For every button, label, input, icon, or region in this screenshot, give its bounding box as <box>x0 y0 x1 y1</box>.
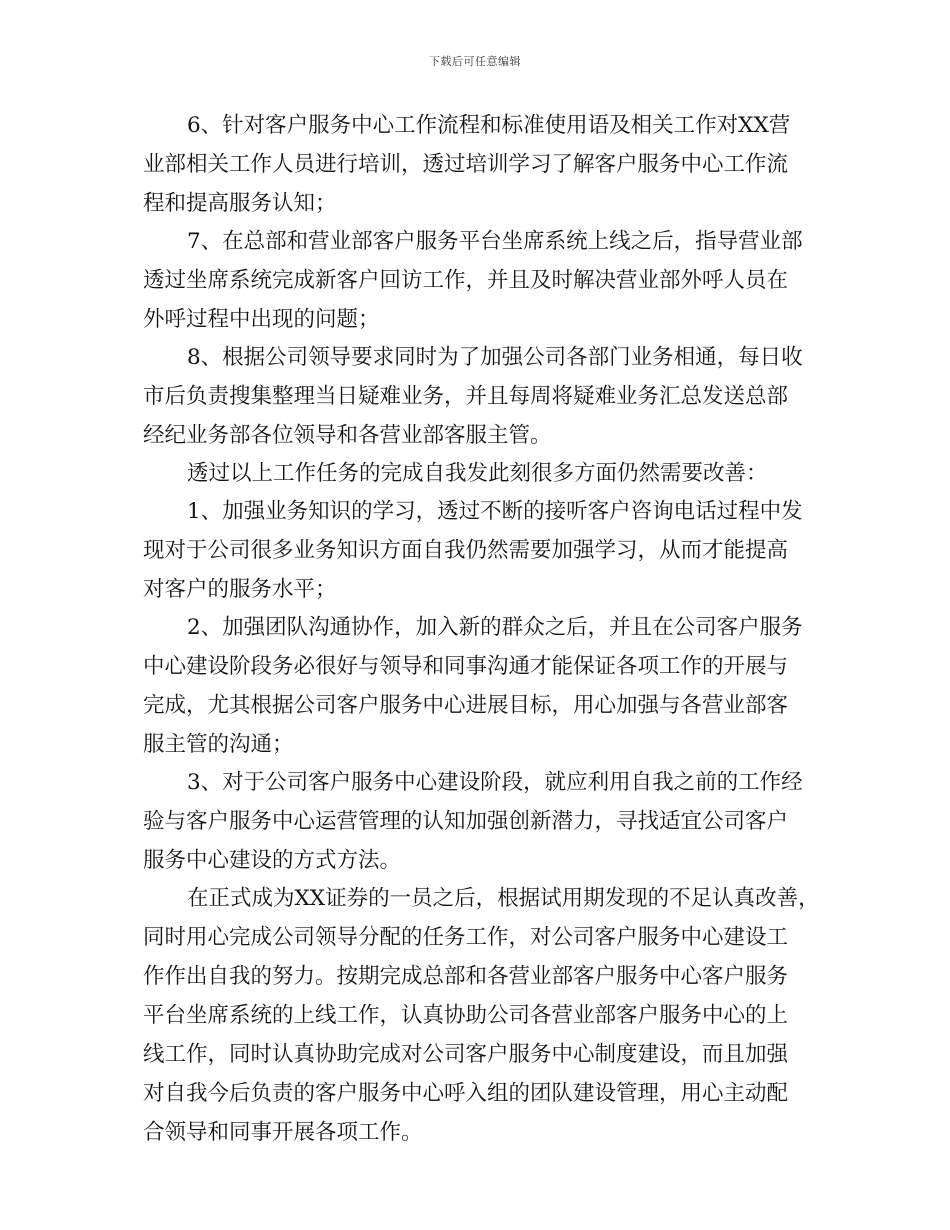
text-line: 在正式成为XX证券的一员之后，根据试用期发现的不足认真改善， <box>187 886 820 911</box>
paragraph-item-7 <box>143 226 823 336</box>
text-line: 对客户的服务水平； <box>143 577 337 602</box>
text-line: 中心建设阶段务必很好与领导和同事沟通才能保证各项工作的开展与 <box>143 654 789 679</box>
text-line: 6、针对客户服务中心工作流程和标准使用语及相关工作对XX营 <box>187 113 791 138</box>
text-line: 业部相关工作人员进行培训，透过培训学习了解客户服务中心工作流 <box>143 152 789 177</box>
text-line: 程和提高服务认知； <box>143 191 337 216</box>
text-line: 同时用心完成公司领导分配的任务工作，对公司客户服务中心建设工 <box>143 925 789 950</box>
text-line: 合领导和同事开展各项工作。 <box>143 1120 423 1145</box>
text-line: 验与客户服务中心运营管理的认知加强创新潜力，寻找适宜公司客户 <box>143 809 789 834</box>
text-line: 完成，尤其根据公司客户服务中心进展目标，用心加强与各营业部客 <box>143 693 789 718</box>
paragraph-item-6 <box>143 110 823 220</box>
text-line: 对自我今后负责的客户服务中心呼入组的团队建设管理，用心主动配 <box>143 1081 789 1106</box>
text-line: 1、加强业务知识的学习，透过不断的接听客户咨询电话过程中发 <box>187 499 803 524</box>
paragraph-improvement-2 <box>143 612 823 761</box>
document-body <box>143 110 823 1155</box>
paragraph-improvement-1 <box>143 496 823 606</box>
paragraph-improvement-3 <box>143 767 823 877</box>
text-line: 透过坐席系统完成新客户回访工作，并且及时解决营业部外呼人员在 <box>143 268 789 293</box>
paragraph-conclusion <box>143 883 823 1149</box>
text-line: 现对于公司很多业务知识方面自我仍然需要加强学习，从而才能提高 <box>143 538 789 563</box>
text-line: 服务中心建设的方式方法。 <box>143 848 402 873</box>
text-line: 作作出自我的努力。按期完成总部和各营业部客户服务中心客户服务 <box>143 964 789 989</box>
text-line: 外呼过程中出现的问题； <box>143 307 380 332</box>
text-line: 3、对于公司客户服务中心建设阶段，就应利用自我之前的工作经 <box>187 770 803 795</box>
paragraph-item-8 <box>143 342 823 452</box>
text-line: 7、在总部和营业部客户服务平台坐席系统上线之后，指导营业部 <box>187 229 803 254</box>
text-line: 平台坐席系统的上线工作，认真协助公司各营业部客户服务中心的上 <box>143 1003 789 1028</box>
text-line: 服主管的沟通； <box>143 732 294 757</box>
text-line: 2、加强团队沟通协作，加入新的群众之后，并且在公司客户服务 <box>187 615 803 640</box>
text-line: 线工作，同时认真协助完成对公司客户服务中心制度建设，而且加强 <box>143 1042 789 1067</box>
text-line: 透过以上工作任务的完成自我发此刻很多方面仍然需要改善： <box>187 461 768 486</box>
text-line: 8、根据公司领导要求同时为了加强公司各部门业务相通，每日收 <box>187 345 803 370</box>
text-line: 经纪业务部各位领导和各营业部客服主管。 <box>143 423 552 448</box>
text-line: 市后负责搜集整理当日疑难业务，并且每周将疑难业务汇总发送总部 <box>143 384 789 409</box>
page-header: 下载后可任意编辑 <box>429 55 521 68</box>
paragraph-improvement-intro <box>143 458 823 490</box>
